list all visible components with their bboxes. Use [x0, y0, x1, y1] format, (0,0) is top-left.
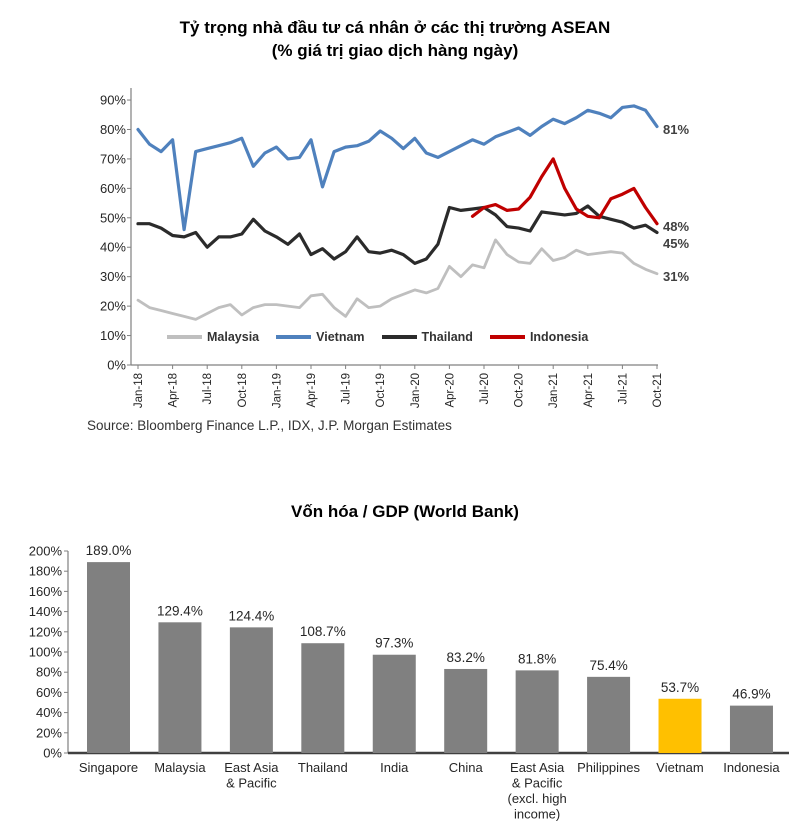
- bar-y-tick-label: 120%: [28, 624, 62, 640]
- bar-chart-title: Vốn hóa / GDP (World Bank): [291, 502, 519, 521]
- bar-value-label-east-asia-pacific-excl-high-income: 81.8%: [517, 651, 557, 667]
- thailand-end-label: 45%: [663, 235, 690, 251]
- line-x-tick-label: Jan-19: [271, 373, 284, 409]
- bar-y-tick-label: 200%: [28, 543, 62, 559]
- line-x-tick-label: Jul-21: [617, 373, 630, 405]
- line-x-tick-label: Oct-20: [513, 373, 526, 408]
- bar-thailand: [301, 643, 344, 753]
- legend-label-indonesia: Indonesia: [529, 330, 589, 344]
- bar-value-label-malaysia: 129.4%: [157, 603, 203, 619]
- bar-malaysia: [158, 622, 201, 753]
- bar-east-asia-pacific: [230, 627, 273, 753]
- malaysia-end-label: 31%: [663, 268, 690, 284]
- line-x-tick-label: Jul-18: [202, 373, 215, 405]
- line-x-tick-label: Jul-20: [479, 373, 491, 405]
- bar-value-label-thailand: 108.7%: [299, 624, 346, 640]
- bar-y-tick-label: 0%: [43, 745, 62, 761]
- legend-label-thailand: Thailand: [421, 330, 473, 344]
- bar-y-tick-label: 40%: [35, 705, 62, 721]
- bar-india: [373, 655, 416, 753]
- bar-y-tick-label: 180%: [28, 563, 62, 579]
- bar-indonesia: [730, 706, 773, 753]
- bar-china: [444, 669, 487, 753]
- line-x-tick-label: Jan-18: [133, 373, 145, 409]
- bar-y-tick-label: 160%: [28, 583, 62, 599]
- bar-category-label-malaysia: Malaysia: [154, 760, 206, 775]
- line-x-tick-label: Jan-20: [409, 373, 422, 409]
- line-x-tick-label: Oct-18: [236, 373, 249, 408]
- line-y-tick-label: 40%: [99, 239, 126, 255]
- bar-value-label-china: 83.2%: [446, 649, 485, 665]
- line-x-tick-label: Apr-21: [582, 373, 595, 408]
- bar-y-tick-label: 20%: [35, 725, 62, 741]
- bar-category-label-singapore: Singapore: [78, 760, 139, 775]
- line-x-tick-label: Jul-19: [340, 373, 353, 405]
- bar-value-label-indonesia: 46.9%: [732, 686, 771, 702]
- line-y-tick-label: 50%: [99, 210, 126, 226]
- bar-category-label-indonesia: Indonesia: [723, 760, 780, 775]
- bar-value-label-philippines: 75.4%: [589, 657, 628, 673]
- line-x-tick-label: Apr-18: [167, 373, 180, 408]
- bar-vietnam: [659, 699, 702, 753]
- legend-label-vietnam: Vietnam: [316, 330, 365, 344]
- line-y-tick-label: 20%: [99, 298, 126, 314]
- line-y-tick-label: 80%: [99, 121, 126, 137]
- bar-category-label-philippines: Philippines: [577, 760, 641, 775]
- line-y-tick-label: 60%: [99, 180, 126, 196]
- bar-category-label-vietnam: Vietnam: [656, 760, 704, 775]
- line-y-tick-label: 30%: [99, 269, 126, 285]
- line-y-tick-label: 0%: [107, 357, 126, 373]
- bar-category-label-india: India: [380, 760, 409, 775]
- line-x-tick-label: Apr-20: [444, 373, 457, 408]
- bar-east-asia-pacific-excl-high-income: [516, 670, 559, 753]
- line-x-tick-label: Apr-19: [306, 373, 318, 408]
- line-chart-title-main: Tỷ trọng nhà đầu tư cá nhân ở các thị trường ASEAN: [179, 18, 611, 37]
- legend-label-malaysia: Malaysia: [207, 330, 260, 344]
- bar-y-tick-label: 140%: [28, 604, 62, 620]
- line-y-tick-label: 10%: [99, 328, 126, 344]
- bar-category-label-east-asia-pacific: East Asia & Pacific: [224, 760, 279, 791]
- line-x-tick-label: Oct-21: [652, 373, 664, 408]
- bar-value-label-singapore: 189.0%: [85, 543, 132, 559]
- bar-y-tick-label: 60%: [35, 684, 62, 700]
- bar-y-tick-label: 80%: [35, 664, 62, 680]
- bar-value-label-vietnam: 53.7%: [660, 679, 700, 695]
- bar-philippines: [587, 677, 630, 753]
- line-y-tick-label: 90%: [99, 92, 126, 108]
- indonesia-end-label: 48%: [663, 218, 690, 234]
- line-y-tick-label: 70%: [99, 151, 126, 167]
- line-x-tick-label: Oct-19: [375, 373, 388, 408]
- bar-category-label-china: China: [448, 760, 483, 775]
- bar-category-label-east-asia-pacific-excl-high-income: East Asia & Pacific (excl. high income): [507, 760, 567, 822]
- line-x-tick-label: Jan-21: [548, 373, 561, 409]
- vietnam-end-label: 81%: [663, 121, 690, 137]
- source-note: Source: Bloomberg Finance L.P., IDX, J.P. Morgan Estimates: [87, 418, 452, 433]
- bar-singapore: [87, 562, 130, 753]
- line-chart-title-sub: (% giá trị giao dịch hàng ngày): [271, 41, 519, 60]
- bar-value-label-east-asia-pacific: 124.4%: [228, 608, 275, 624]
- bar-category-label-thailand: Thailand: [297, 760, 348, 775]
- bar-value-label-india: 97.3%: [375, 635, 414, 651]
- bar-y-tick-label: 100%: [28, 644, 62, 660]
